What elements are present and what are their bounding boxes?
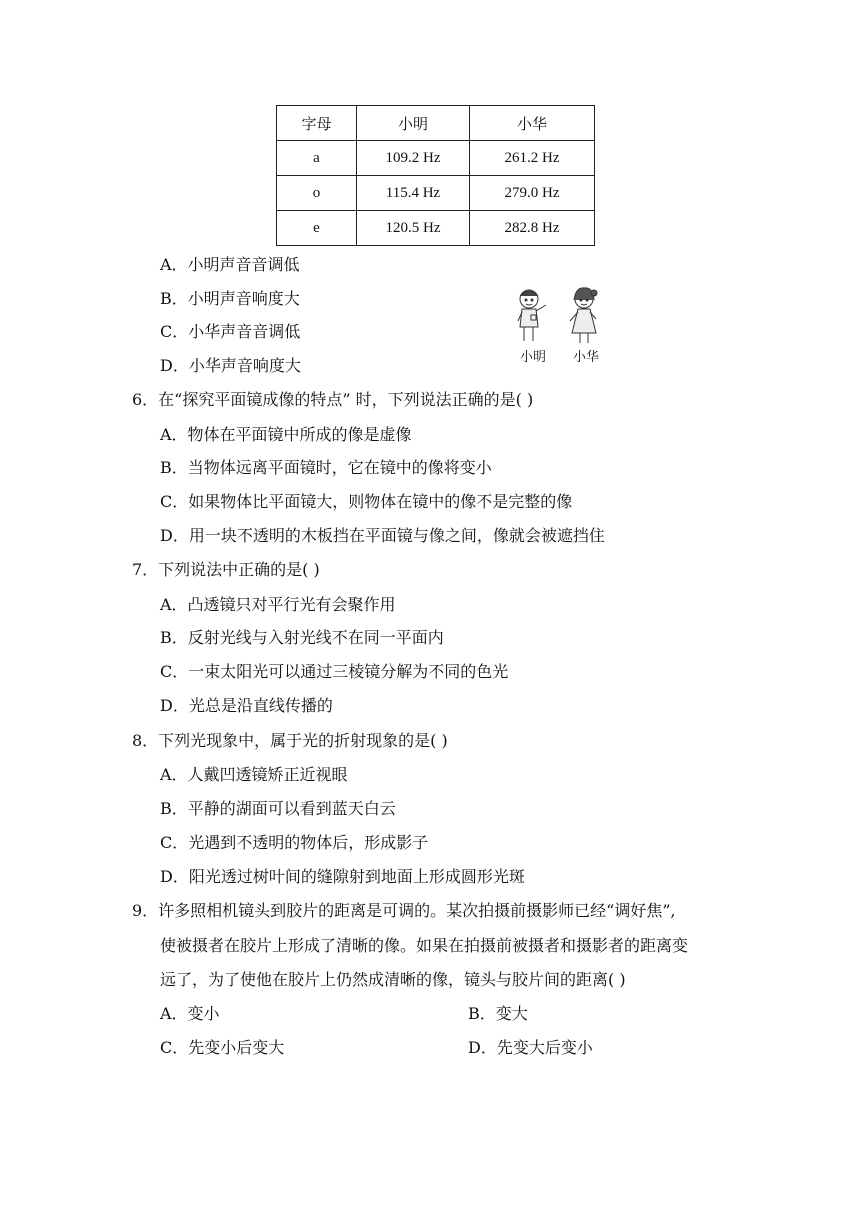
table-cell: 279.0 Hz <box>470 176 595 211</box>
q7-option-b: B．反射光线与入射光线不在同一平面内 <box>160 628 444 647</box>
table-row <box>277 211 595 246</box>
q7-option-d: D．光总是沿直线传播的 <box>160 696 333 715</box>
question-6-stem: 6．在“探究平面镜成像的特点” 时，下列说法正确的是( ) <box>132 390 534 409</box>
girl-label: 小华 <box>573 350 600 365</box>
q5-option-b: B．小明声音响度大 <box>160 289 300 308</box>
table-cell: a <box>277 141 357 176</box>
table-header-row <box>277 106 595 141</box>
table-cell: o <box>277 176 357 211</box>
q5-option-c: C．小华声音音调低 <box>160 322 301 341</box>
table-row <box>277 141 595 176</box>
table-cell: 109.2 Hz <box>357 141 470 176</box>
question-9-stem-line-2: 使被摄者在胶片上形成了清晰的像。如果在拍摄前被摄者和摄影者的距离变 <box>160 936 689 955</box>
table-row <box>277 176 595 211</box>
girl-figure <box>570 288 597 343</box>
question-9-stem-line-3: 远了，为了使他在胶片上仍然成清晰的像，镜头与胶片间的距离( ) <box>160 970 626 989</box>
table-header-cell: 小华 <box>470 106 595 141</box>
table-cell: 120.5 Hz <box>357 211 470 246</box>
children-illustration <box>510 285 610 351</box>
q9-option-c: C．先变小后变大 <box>160 1038 285 1057</box>
q8-option-a: A．人戴凹透镜矫正近视眼 <box>160 765 348 784</box>
q6-option-a: A．物体在平面镜中所成的像是虚像 <box>160 425 412 444</box>
question-8-stem: 8．下列光现象中，属于光的折射现象的是( ) <box>132 731 448 750</box>
table-cell: e <box>277 211 357 246</box>
table-cell: 261.2 Hz <box>470 141 595 176</box>
q8-option-c: C．光遇到不透明的物体后，形成影子 <box>160 833 429 852</box>
q8-option-d: D．阳光透过树叶间的缝隙射到地面上形成圆形光斑 <box>160 867 525 886</box>
q7-option-c: C．一束太阳光可以通过三棱镜分解为不同的色光 <box>160 662 509 681</box>
question-7-stem: 7．下列说法中正确的是( ) <box>132 560 320 579</box>
q5-option-a: A．小明声音音调低 <box>160 255 300 274</box>
boy-label: 小明 <box>520 350 547 365</box>
q9-option-a: A．变小 <box>160 1004 220 1023</box>
q9-option-b: B．变大 <box>468 1004 528 1023</box>
frequency-table <box>276 105 595 246</box>
q9-option-d: D．先变大后变小 <box>468 1038 593 1057</box>
table-cell: 115.4 Hz <box>357 176 470 211</box>
question-9-stem-line-1: 9．许多照相机镜头到胶片的距离是可调的。某次拍摄前摄影师已经“调好焦”, <box>132 901 676 920</box>
table-header-cell: 字母 <box>277 106 357 141</box>
table-cell: 282.8 Hz <box>470 211 595 246</box>
boy-figure <box>518 290 546 341</box>
q6-option-d: D．用一块不透明的木板挡在平面镜与像之间，像就会被遮挡住 <box>160 526 605 545</box>
q7-option-a: A．凸透镜只对平行光有会聚作用 <box>160 595 396 614</box>
table-header-cell: 小明 <box>357 106 470 141</box>
q5-option-d: D．小华声音响度大 <box>160 356 301 375</box>
q6-option-b: B．当物体远离平面镜时，它在镜中的像将变小 <box>160 458 492 477</box>
q8-option-b: B．平静的湖面可以看到蓝天白云 <box>160 799 396 818</box>
q6-option-c: C．如果物体比平面镜大，则物体在镜中的像不是完整的像 <box>160 492 573 511</box>
